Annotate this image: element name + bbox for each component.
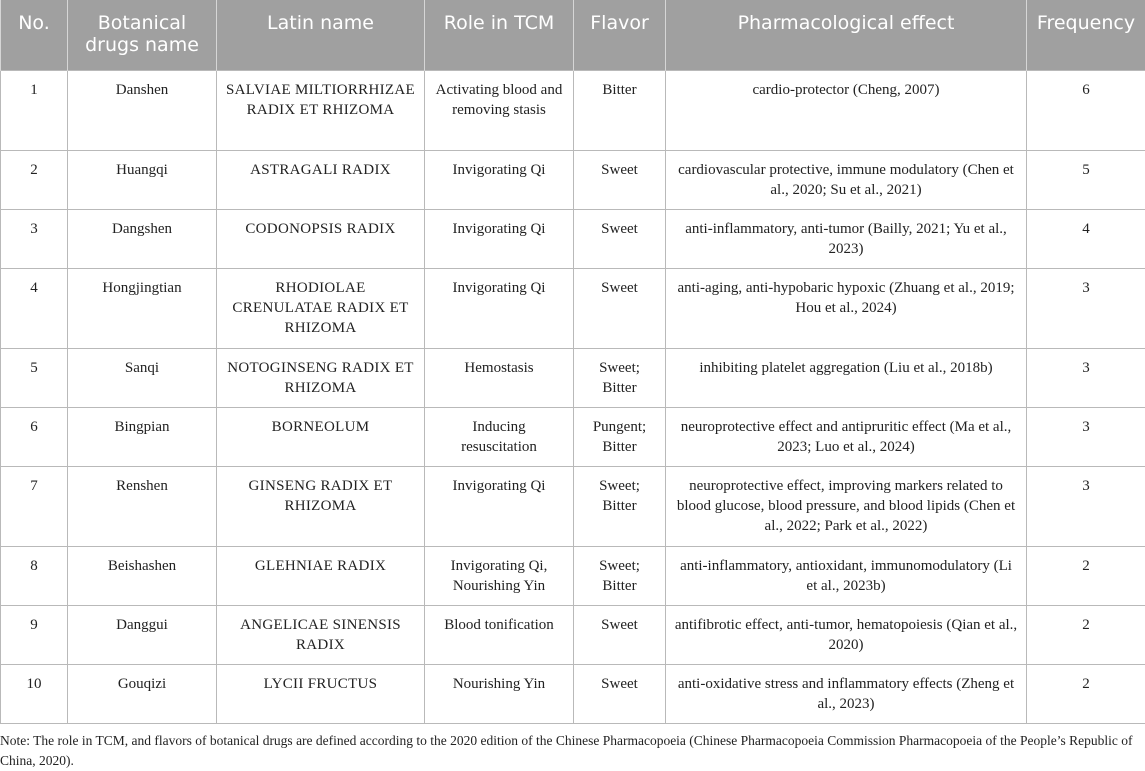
cell-botanical-name: Sanqi [68,348,217,407]
cell-flavor: Sweet [574,605,666,664]
cell-no: 9 [1,605,68,664]
cell-role: Invigorating Qi [425,466,574,546]
cell-botanical-name: Renshen [68,466,217,546]
table-row [1,348,1145,407]
table-row [1,407,1145,466]
cell-frequency: 2 [1027,546,1145,605]
header-role: Role in TCM [425,0,574,70]
table-header [1,0,1145,70]
cell-botanical-name: Hongjingtian [68,268,217,348]
header-no: No. [1,0,68,70]
cell-botanical-name: Danshen [68,70,217,150]
cell-frequency: 6 [1027,70,1145,150]
cell-role: Nourishing Yin [425,664,574,723]
cell-effect: cardiovascular protective, immune modulatory (Chen et al., 2020; Su et al., 2021) [666,150,1027,209]
table-row [1,70,1145,150]
cell-flavor: Sweet; Bitter [574,466,666,546]
table-row [1,466,1145,546]
cell-frequency: 3 [1027,466,1145,546]
cell-botanical-name: Dangshen [68,209,217,268]
cell-effect: anti-inflammatory, anti-tumor (Bailly, 2021; Yu et al., 2023) [666,209,1027,268]
cell-flavor: Sweet; Bitter [574,348,666,407]
cell-frequency: 3 [1027,268,1145,348]
cell-latin-name: GINSENG RADIX ET RHIZOMA [217,466,425,546]
cell-frequency: 5 [1027,150,1145,209]
cell-role: Invigorating Qi [425,209,574,268]
cell-effect: cardio-protector (Cheng, 2007) [666,70,1027,150]
cell-frequency: 3 [1027,407,1145,466]
cell-no: 6 [1,407,68,466]
cell-effect: anti-aging, anti-hypobaric hypoxic (Zhuang et al., 2019; Hou et al., 2024) [666,268,1027,348]
table-row [1,150,1145,209]
cell-latin-name: RHODIOLAE CRENULATAE RADIX ET RHIZOMA [217,268,425,348]
cell-latin-name: LYCII FRUCTUS [217,664,425,723]
cell-latin-name: ANGELICAE SINENSIS RADIX [217,605,425,664]
cell-latin-name: ASTRAGALI RADIX [217,150,425,209]
cell-frequency: 2 [1027,605,1145,664]
cell-no: 7 [1,466,68,546]
cell-no: 1 [1,70,68,150]
cell-effect: anti-oxidative stress and inflammatory effects (Zheng et al., 2023) [666,664,1027,723]
cell-frequency: 4 [1027,209,1145,268]
header-effect: Pharmacological effect [666,0,1027,70]
cell-flavor: Pungent; Bitter [574,407,666,466]
cell-role: Invigorating Qi [425,150,574,209]
cell-no: 8 [1,546,68,605]
header-latin-name: Latin name [217,0,425,70]
cell-botanical-name: Huangqi [68,150,217,209]
header-frequency: Frequency [1027,0,1145,70]
table-row [1,209,1145,268]
cell-flavor: Bitter [574,70,666,150]
cell-role: Hemostasis [425,348,574,407]
cell-no: 3 [1,209,68,268]
cell-flavor: Sweet [574,150,666,209]
cell-botanical-name: Danggui [68,605,217,664]
header-flavor: Flavor [574,0,666,70]
table-row [1,605,1145,664]
cell-effect: inhibiting platelet aggregation (Liu et al., 2018b) [666,348,1027,407]
table-body [1,70,1145,723]
cell-effect: neuroprotective effect, improving markers related to blood glucose, blood pressure, and blood lipids (Chen et al., 2022; Park et al., 2022) [666,466,1027,546]
cell-role: Invigorating Qi, Nourishing Yin [425,546,574,605]
cell-latin-name: SALVIAE MILTIORRHIZAE RADIX ET RHIZOMA [217,70,425,150]
table-row [1,664,1145,723]
cell-latin-name: BORNEOLUM [217,407,425,466]
table-row [1,546,1145,605]
cell-role: Activating blood and removing stasis [425,70,574,150]
cell-frequency: 3 [1027,348,1145,407]
cell-role: Blood tonification [425,605,574,664]
header-botanical-name: Botanical drugs name [68,0,217,70]
cell-latin-name: GLEHNIAE RADIX [217,546,425,605]
cell-flavor: Sweet [574,268,666,348]
cell-no: 4 [1,268,68,348]
cell-role: Invigorating Qi [425,268,574,348]
cell-flavor: Sweet [574,209,666,268]
cell-latin-name: NOTOGINSENG RADIX ET RHIZOMA [217,348,425,407]
cell-no: 10 [1,664,68,723]
cell-botanical-name: Gouqizi [68,664,217,723]
cell-botanical-name: Beishashen [68,546,217,605]
cell-flavor: Sweet [574,664,666,723]
header-row [1,0,1145,70]
cell-botanical-name: Bingpian [68,407,217,466]
cell-effect: neuroprotective effect and antipruritic effect (Ma et al., 2023; Luo et al., 2024) [666,407,1027,466]
cell-flavor: Sweet; Bitter [574,546,666,605]
cell-no: 5 [1,348,68,407]
cell-effect: antifibrotic effect, anti-tumor, hematopoiesis (Qian et al., 2020) [666,605,1027,664]
cell-no: 2 [1,150,68,209]
cell-role: Inducing resuscitation [425,407,574,466]
cell-effect: anti-inflammatory, antioxidant, immunomodulatory (Li et al., 2023b) [666,546,1027,605]
cell-frequency: 2 [1027,664,1145,723]
table-footnote: Note: The role in TCM, and flavors of botanical drugs are defined according to the 2020 edition of the Chinese Pharmacopoeia (Chinese Pharmacopoeia Commission Pharmacopoeia of the People’s Republic of China, 2020). [0,731,1140,771]
cell-latin-name: CODONOPSIS RADIX [217,209,425,268]
table-row [1,268,1145,348]
